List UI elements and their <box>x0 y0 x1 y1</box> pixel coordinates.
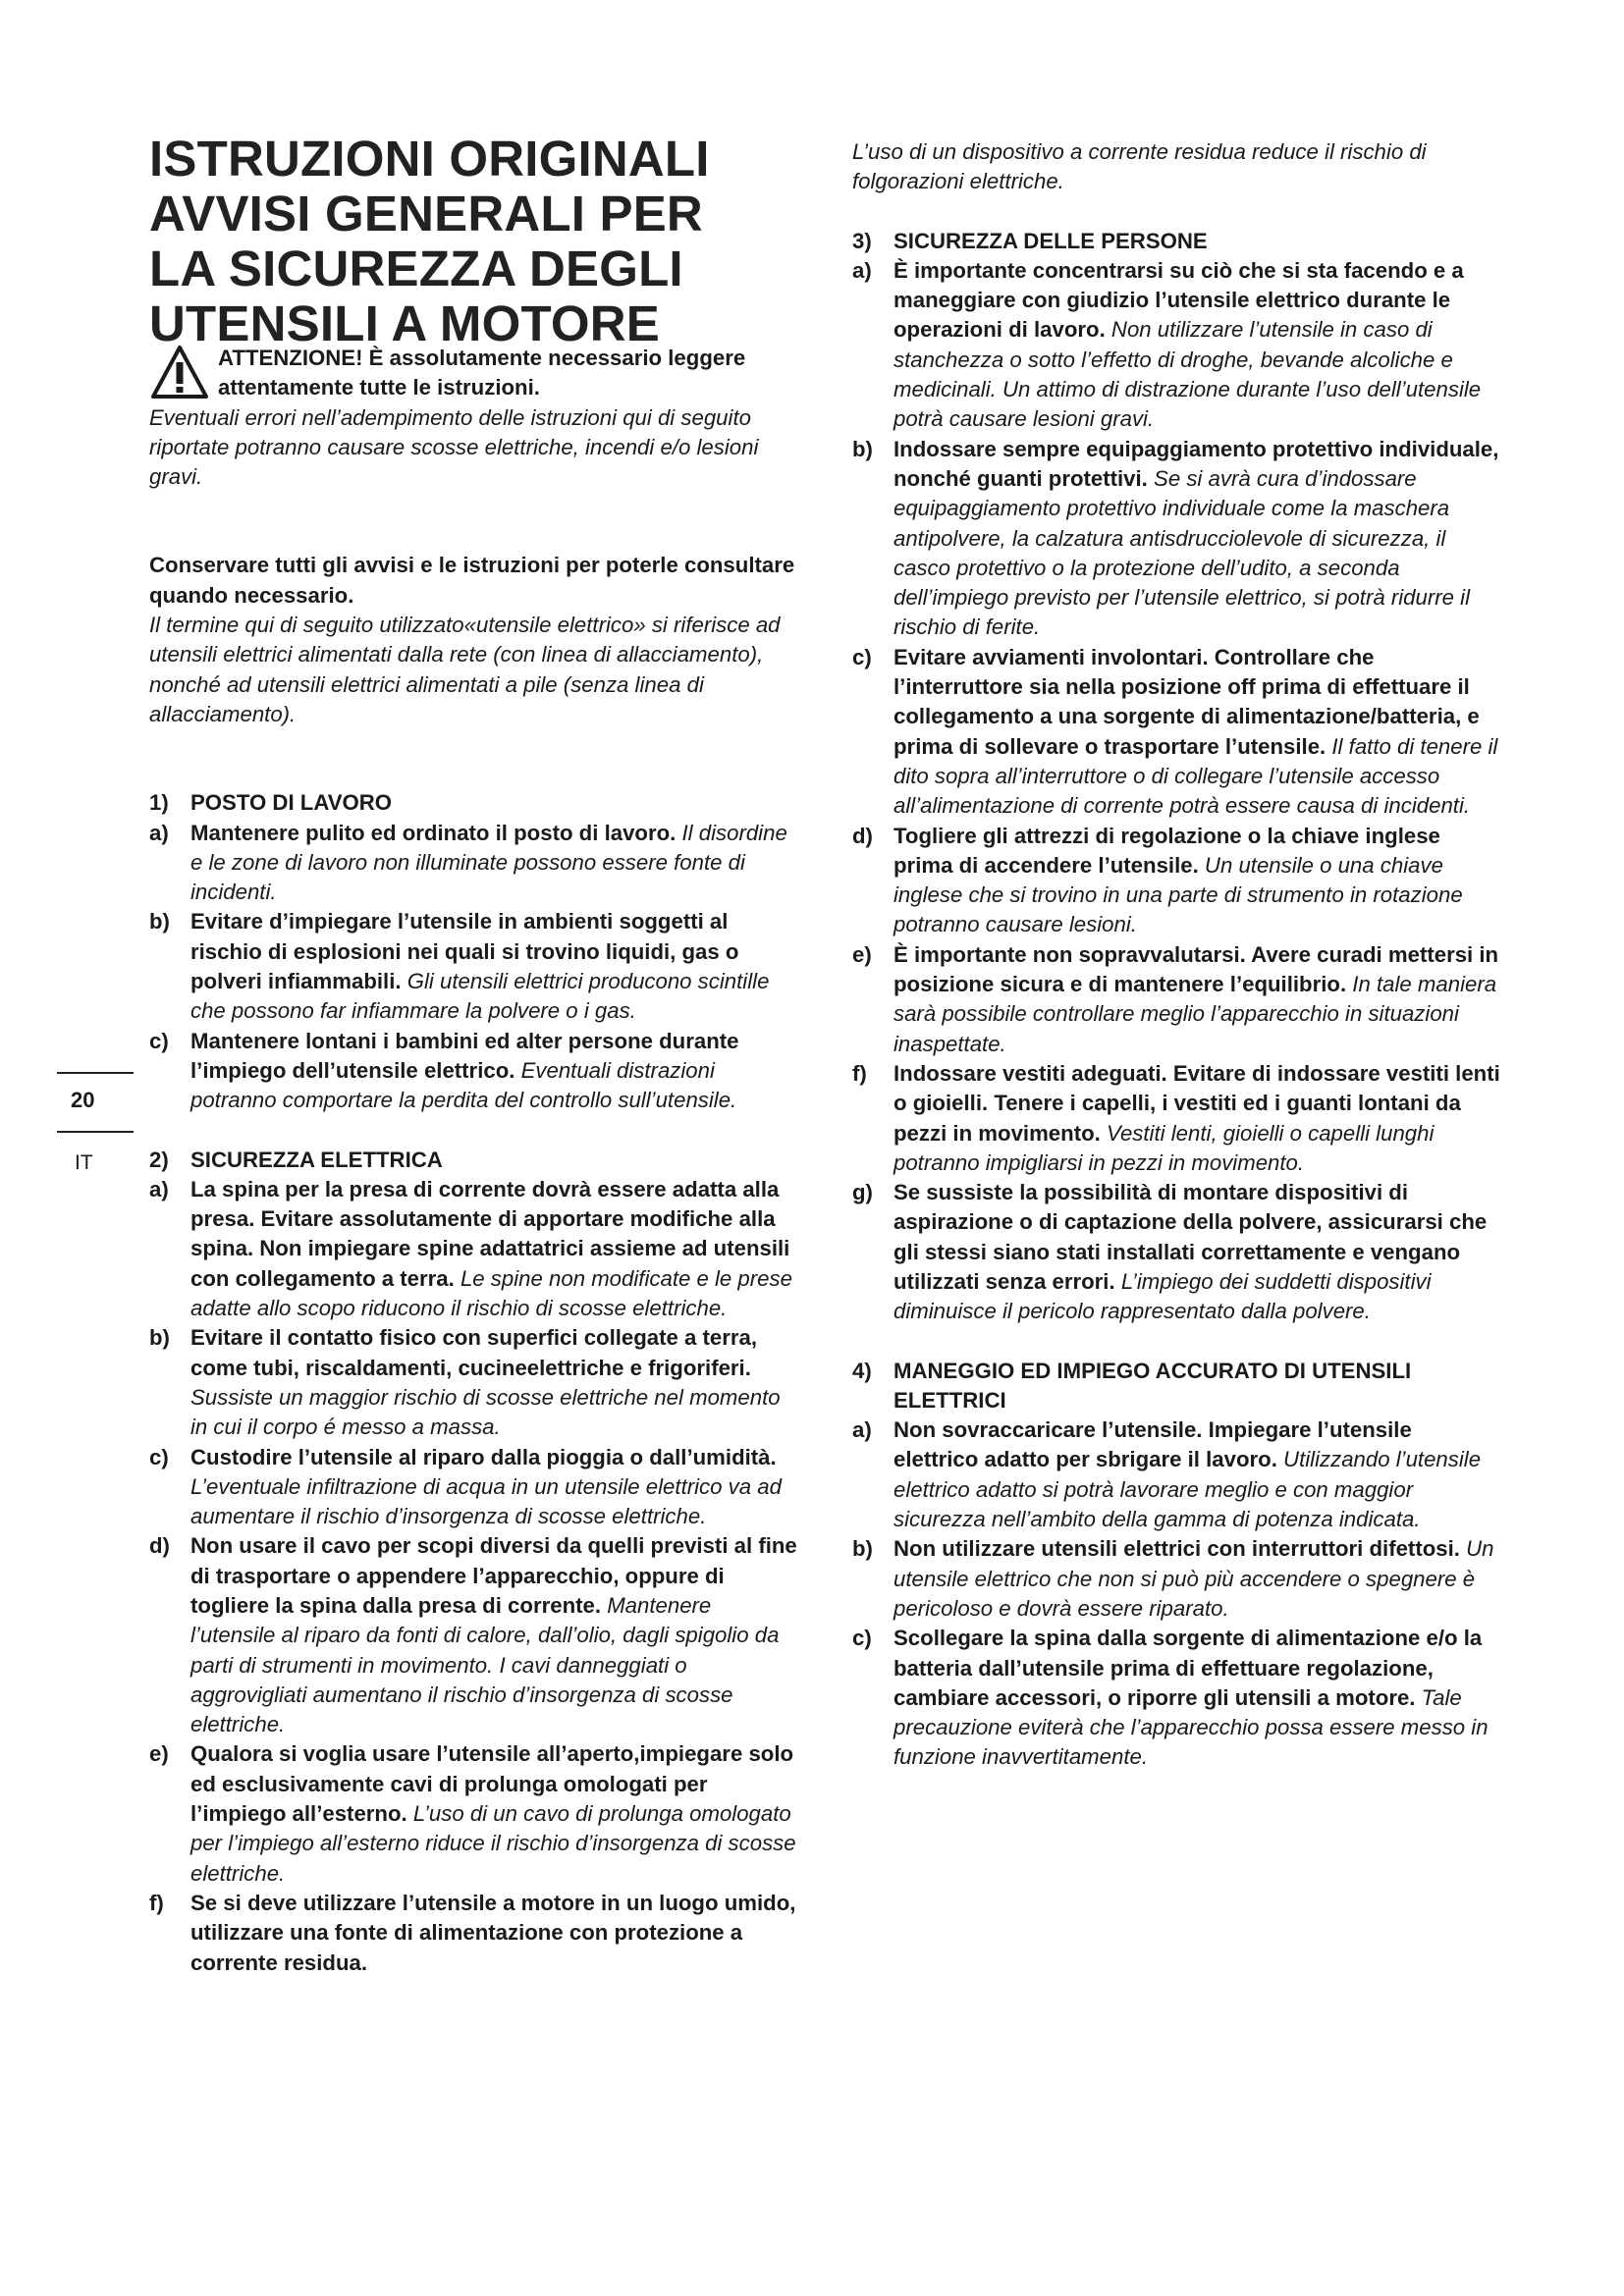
list-item <box>149 1889 797 1978</box>
item-italic: Gli utensili elettrici producono scintille che possono far infiammare la polvere o i gas. <box>190 969 770 1024</box>
keep-instructions-block <box>149 551 797 729</box>
list-item <box>149 907 797 1026</box>
list-item <box>852 643 1500 822</box>
item-letter: d) <box>149 1533 170 1559</box>
item-letter: b) <box>149 1325 170 1351</box>
item-italic: Se si avrà cura d’indossare equipaggiamento protettivo individuale come la maschera antipolvere, la calzatura antisdrucciolevole di sicurezza, il casco protettivo o la protezione dell’udito, a seconda dell’impiego previsto per l’utensile elettrico, si potrà ridurre il rischio di ferite. <box>893 465 1470 640</box>
item-letter: a) <box>852 1417 872 1443</box>
item-bold: È importante concentrarsi su ciò che si sta facendo e a maneggiare con giudizio l’utensile elettrico durante le operazioni di lavoro. <box>893 257 1464 343</box>
item-letter: a) <box>852 257 872 283</box>
warning-text: Eventuali errori nell’adempimento delle istruzioni qui di seguito riportate potranno causare scosse elettriche, incendi e/o lesioni gravi. <box>149 404 759 490</box>
item-italic: Un utensile o una chiave inglese che si trovino in una parte di strumento in rotazione potranno causare lesioni. <box>893 852 1463 937</box>
section-heading <box>852 227 1500 256</box>
section-number: 2) <box>149 1147 169 1172</box>
section-number: 3) <box>852 228 872 253</box>
warning-block <box>149 344 797 492</box>
left-column <box>149 344 797 1978</box>
title-line: UTENSILI A MOTORE <box>149 295 661 352</box>
item-bold: Qualora si voglia usare l’utensile all’aperto,impiegare solo ed esclusivamente cavi di prolunga omologati per l’impiego all’esterno. <box>190 1741 794 1827</box>
item-italic: Eventuali distrazioni potranno comportare la perdita del controllo sull’utensile. <box>190 1057 737 1113</box>
continued-text <box>852 137 1500 197</box>
section-title: MANEGGIO ED IMPIEGO ACCURATO DI UTENSILI ELETTRICI <box>893 1358 1412 1413</box>
language-code: IT <box>75 1151 93 1174</box>
item-letter: a) <box>149 820 169 845</box>
list-item <box>149 1323 797 1442</box>
item-italic: L’uso di un dispositivo a corrente residua reduce il rischio di folgorazioni elettriche. <box>852 139 1427 194</box>
list-item <box>149 819 797 908</box>
section-heading <box>149 788 797 818</box>
list-item <box>852 1059 1500 1178</box>
item-bold: Evitare avviamenti involontari. Controllare che l’interruttore sia nella posizione off prima di effettuare il collegamento a una sorgente di alimentazione/batteria, e prima di sollevare o trasportare l’utensile. <box>893 644 1480 759</box>
list-item <box>149 1175 797 1323</box>
item-italic: Il disordine e le zone di lavoro non illuminate possono essere fonte di incidenti. <box>190 820 787 905</box>
section-number: 1) <box>149 790 169 816</box>
margin-rule-bottom <box>57 1131 134 1133</box>
item-bold: Scollegare la spina dalla sorgente di alimentazione e/o la batteria dall’utensile prima di effettuare regolazione, cambiare accessori, o riporre gli utensili a motore. <box>893 1626 1483 1710</box>
item-letter: c) <box>149 1028 169 1053</box>
item-italic: L’impiego dei suddetti dispositivi diminuisce il pericolo rappresentato dalla polvere. <box>893 1268 1432 1324</box>
item-letter: c) <box>149 1444 169 1469</box>
item-letter: e) <box>149 1741 169 1767</box>
list-item <box>852 822 1500 940</box>
item-italic: Un utensile elettrico che non si può più accendere o spegnere è pericoloso e dovrà essere riparato. <box>893 1536 1494 1621</box>
list-item <box>852 435 1500 643</box>
warning-triangle-icon <box>149 344 210 402</box>
item-italic: Utilizzando l’utensile elettrico adatto si potrà lavorare meglio e con maggior sicurezza nell’ambito della gamma di potenza indicata. <box>893 1447 1482 1532</box>
list-item <box>149 1027 797 1116</box>
item-italic: Non utilizzare l’utensile in caso di stanchezza o sotto l’effetto di droghe, bevande alcoliche e medicinali. Un attimo di distrazione durante l’uso dell’utensile potrà causare lesioni gravi. <box>893 317 1482 432</box>
list-item <box>852 1415 1500 1534</box>
item-bold: Non sovraccaricare l’utensile. Impiegare l’utensile elettrico adatto per sbrigare il lavoro. <box>893 1417 1412 1472</box>
item-italic: Sussiste un maggior rischio di scosse elettriche nel momento in cui il corpo é messo a massa. <box>190 1384 781 1440</box>
list-item <box>852 1534 1500 1624</box>
item-letter: c) <box>852 644 872 669</box>
list-item <box>852 1178 1500 1326</box>
item-letter: f) <box>852 1060 867 1086</box>
item-letter: b) <box>852 1536 873 1562</box>
item-letter: e) <box>852 941 872 967</box>
item-bold: La spina per la presa di corrente dovrà essere adatta alla presa. Evitare assolutamente di apportare modifiche alla spina. Non impiegare spine adattatrici assieme ad utensili con collegamento a terra. <box>190 1176 790 1291</box>
item-bold: Se sussiste la possibilità di montare dispositivi di aspirazione o di captazione della polvere, assicurarsi che gli stessi siano stati installati correttamente e vengano utilizzati senza errori. <box>893 1180 1488 1294</box>
page-number: 20 <box>71 1088 95 1112</box>
item-bold: Custodire l’utensile al riparo dalla pioggia o dall’umidità. <box>190 1444 777 1469</box>
margin-rule-top <box>57 1072 134 1074</box>
title-line: AVVISI GENERALI PER <box>149 186 703 242</box>
item-italic: Mantenere l’utensile al riparo da fonti di calore, dall’olio, dagli spigolio da parti di strumenti in movimento. I cavi danneggiati o aggrovigliati aumentano il rischio d’insorgenza di scosse elettriche. <box>190 1592 780 1737</box>
list-item <box>149 1531 797 1739</box>
item-bold: Indossare sempre equipaggiamento protettivo individuale, nonché guanti protettivi. <box>893 436 1499 491</box>
section-title: POSTO DI LAVORO <box>190 790 393 816</box>
item-italic: L’uso di un cavo di prolunga omologato per l’impiego all’esterno riduce il rischio d’insorgenza di scosse elettriche. <box>190 1801 796 1886</box>
item-letter: a) <box>149 1176 169 1201</box>
title-line: LA SICUREZZA DEGLI <box>149 240 683 297</box>
section-title: SICUREZZA DELLE PERSONE <box>893 228 1208 253</box>
item-letter: d) <box>852 823 873 848</box>
keep-text: Il termine qui di seguito utilizzato«utensile elettrico» si riferisce ad utensili elettrici alimentati dalla rete (con linea di allacciamento), nonché ad utensili elettrici alimentati a pile (senza linea di allacciamento). <box>149 613 781 726</box>
item-bold: È importante non sopravvalutarsi. Avere curadi mettersi in posizione sicura e di mantenere l’equilibrio. <box>893 941 1499 997</box>
list-item <box>852 256 1500 435</box>
item-letter: f) <box>149 1890 164 1915</box>
section-title: SICUREZZA ELETTRICA <box>190 1147 443 1172</box>
list-item <box>149 1739 797 1888</box>
item-letter: b) <box>149 909 170 934</box>
item-bold: Mantenere pulito ed ordinato il posto di lavoro. <box>190 820 677 845</box>
item-italic: Le spine non modificate e le prese adatte allo scopo riducono il rischio di scosse elettriche. <box>190 1265 792 1321</box>
item-letter: b) <box>852 436 873 461</box>
item-bold: Evitare d’impiegare l’utensile in ambienti soggetti al rischio di esplosioni nei quali si trovino liquidi, gas o polveri infiammabili. <box>190 909 739 994</box>
item-bold: Se si deve utilizzare l’utensile a motore in un luogo umido, utilizzare una fonte di alimentazione con protezione a corrente residua. <box>190 1890 796 1975</box>
section-number: 4) <box>852 1358 872 1383</box>
list-item <box>852 1624 1500 1772</box>
item-bold: Indossare vestiti adeguati. Evitare di indossare vestiti lenti o gioielli. Tenere i capelli, i vestiti ed i guanti lontani da pezzi in movimento. <box>893 1060 1500 1146</box>
keep-heading: Conservare tutti gli avvisi e le istruzioni per poterle consultare quando necessario. <box>149 553 795 608</box>
list-item <box>852 940 1500 1059</box>
item-bold: Togliere gli attrezzi di regolazione o la chiave inglese prima di accendere l’utensile. <box>893 823 1440 878</box>
page-title <box>149 132 778 351</box>
warning-heading: ATTENZIONE! È assolutamente necessario leggere attentamente tutte le istruzioni. <box>218 346 746 400</box>
item-letter: g) <box>852 1180 873 1205</box>
item-bold: Mantenere lontani i bambini ed alter persone durante l’impiego dell’utensile elettrico. <box>190 1028 739 1083</box>
title-line: ISTRUZIONI ORIGINALI <box>149 131 710 187</box>
right-column <box>852 137 1500 1773</box>
list-item <box>149 1443 797 1532</box>
item-bold: Non utilizzare utensili elettrici con interruttori difettosi. <box>893 1536 1460 1562</box>
section-heading <box>149 1146 797 1175</box>
item-italic: Tale precauzione eviterà che l’apparecchio possa essere messo in funzione inavvertitamente. <box>893 1684 1489 1770</box>
item-bold: Evitare il contatto fisico con superfici collegate a terra, come tubi, riscaldamenti, cucineelettriche e frigoriferi. <box>190 1325 758 1380</box>
section-heading <box>852 1357 1500 1416</box>
item-italic: L’eventuale infiltrazione di acqua in un utensile elettrico va ad aumentare il rischio d’insorgenza di scosse elettriche. <box>190 1473 782 1529</box>
item-bold: Non usare il cavo per scopi diversi da quelli previsti al fine di trasportare o appendere l’apparecchio, oppure di togliere la spina dalla presa di corrente. <box>190 1533 797 1618</box>
item-italic: Vestiti lenti, gioielli o capelli lunghi potranno impigliarsi in pezzi in movimento. <box>893 1120 1435 1175</box>
item-letter: c) <box>852 1626 872 1651</box>
item-italic: Il fatto di tenere il dito sopra all’interruttore o di collegare l’utensile accesso all’alimentazione di corrente potrà essere causa di incidenti. <box>893 733 1498 819</box>
item-italic: In tale maniera sarà possibile controllare meglio l’apparecchio in situazioni inaspettate. <box>893 972 1497 1056</box>
